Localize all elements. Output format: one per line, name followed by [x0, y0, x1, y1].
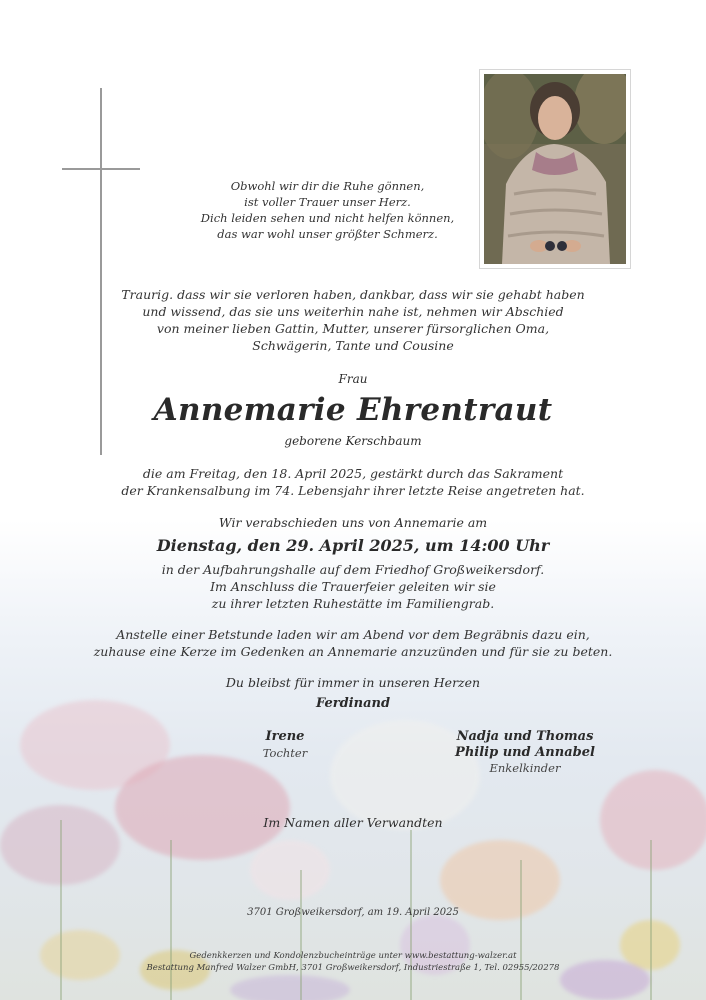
verse-line: Dich leiden sehen und nicht helfen können,	[200, 211, 455, 225]
salutation: Frau	[338, 372, 368, 386]
daughter-block	[225, 729, 345, 760]
place-date: 3701 Großweikersdorf, am 19. April 2025	[247, 907, 459, 918]
funeral-detail-line: Im Anschluss die Trauerfeier geleiten wir sie	[210, 579, 496, 594]
daughter-name: Irene	[265, 729, 305, 744]
footer-line: Bestattung Manfred Walzer GmbH, 3701 Großweikersdorf, Industriestraße 1, Tel. 02955/20278	[146, 963, 560, 973]
verse-line: ist voller Trauer unser Herz.	[244, 195, 411, 209]
candle-note-line: Anstelle einer Betstunde laden wir am Abend vor dem Begräbnis dazu ein,	[116, 627, 590, 642]
candle-note	[0, 626, 706, 660]
intro-line: Schwägerin, Tante und Cousine	[252, 338, 454, 353]
farewell-intro: Wir verabschieden uns von Annemarie am	[218, 515, 488, 530]
candle-note-line: zuhause eine Kerze im Gedenken an Annemarie anzuzünden und für sie zu beten.	[93, 644, 613, 659]
funeral-date: Dienstag, den 29. April 2025, um 14:00 Uhr	[156, 536, 550, 555]
deceased-name: Annemarie Ehrentraut	[153, 392, 553, 428]
daughter-role: Tochter	[262, 746, 308, 760]
death-line: die am Freitag, den 18. April 2025, gestärkt durch das Sakrament	[142, 466, 564, 481]
memorial-verse	[185, 178, 470, 242]
footer-line: Gedenkkerzen und Kondolenzbucheinträge unter www.bestattung-walzer.at	[189, 951, 517, 961]
relatives-line: Im Namen aller Verwandten	[263, 815, 443, 830]
cross-symbol-horizontal	[62, 168, 140, 170]
funeral-detail-line: in der Aufbahrungshalle auf dem Friedhof Großweikersdorf.	[161, 562, 545, 577]
closing-line: Du bleibst für immer in unseren Herzen	[225, 675, 481, 690]
intro-paragraph	[0, 286, 706, 354]
intro-line: von meiner lieben Gattin, Mutter, unserer fürsorglichen Oma,	[156, 321, 550, 336]
grandchildren-names-1: Nadja und Thomas	[456, 729, 594, 744]
spouse-name: Ferdinand	[315, 696, 391, 711]
birth-name: geborene Kerschbaum	[284, 434, 422, 448]
intro-line: Traurig. dass wir sie verloren haben, dankbar, dass wir sie gehabt haben	[121, 287, 585, 302]
grandchildren-names-2: Philip und Annabel	[455, 745, 595, 760]
grandchildren-role: Enkelkinder	[489, 761, 561, 775]
portrait-photo	[484, 74, 626, 264]
verse-line: Obwohl wir dir die Ruhe gönnen,	[230, 179, 425, 193]
funeral-detail-line: zu ihrer letzten Ruhestätte im Familiengrab.	[211, 596, 495, 611]
death-notice	[0, 465, 706, 499]
grandchildren-block	[445, 729, 605, 775]
footer	[0, 950, 706, 974]
intro-line: und wissend, das sie uns weiterhin nahe ist, nehmen wir Abschied	[142, 304, 564, 319]
verse-line: das war wohl unser größter Schmerz.	[217, 227, 438, 241]
death-line: der Krankensalbung im 74. Lebensjahr ihrer letzte Reise angetreten hat.	[121, 483, 585, 498]
funeral-details	[0, 561, 706, 612]
